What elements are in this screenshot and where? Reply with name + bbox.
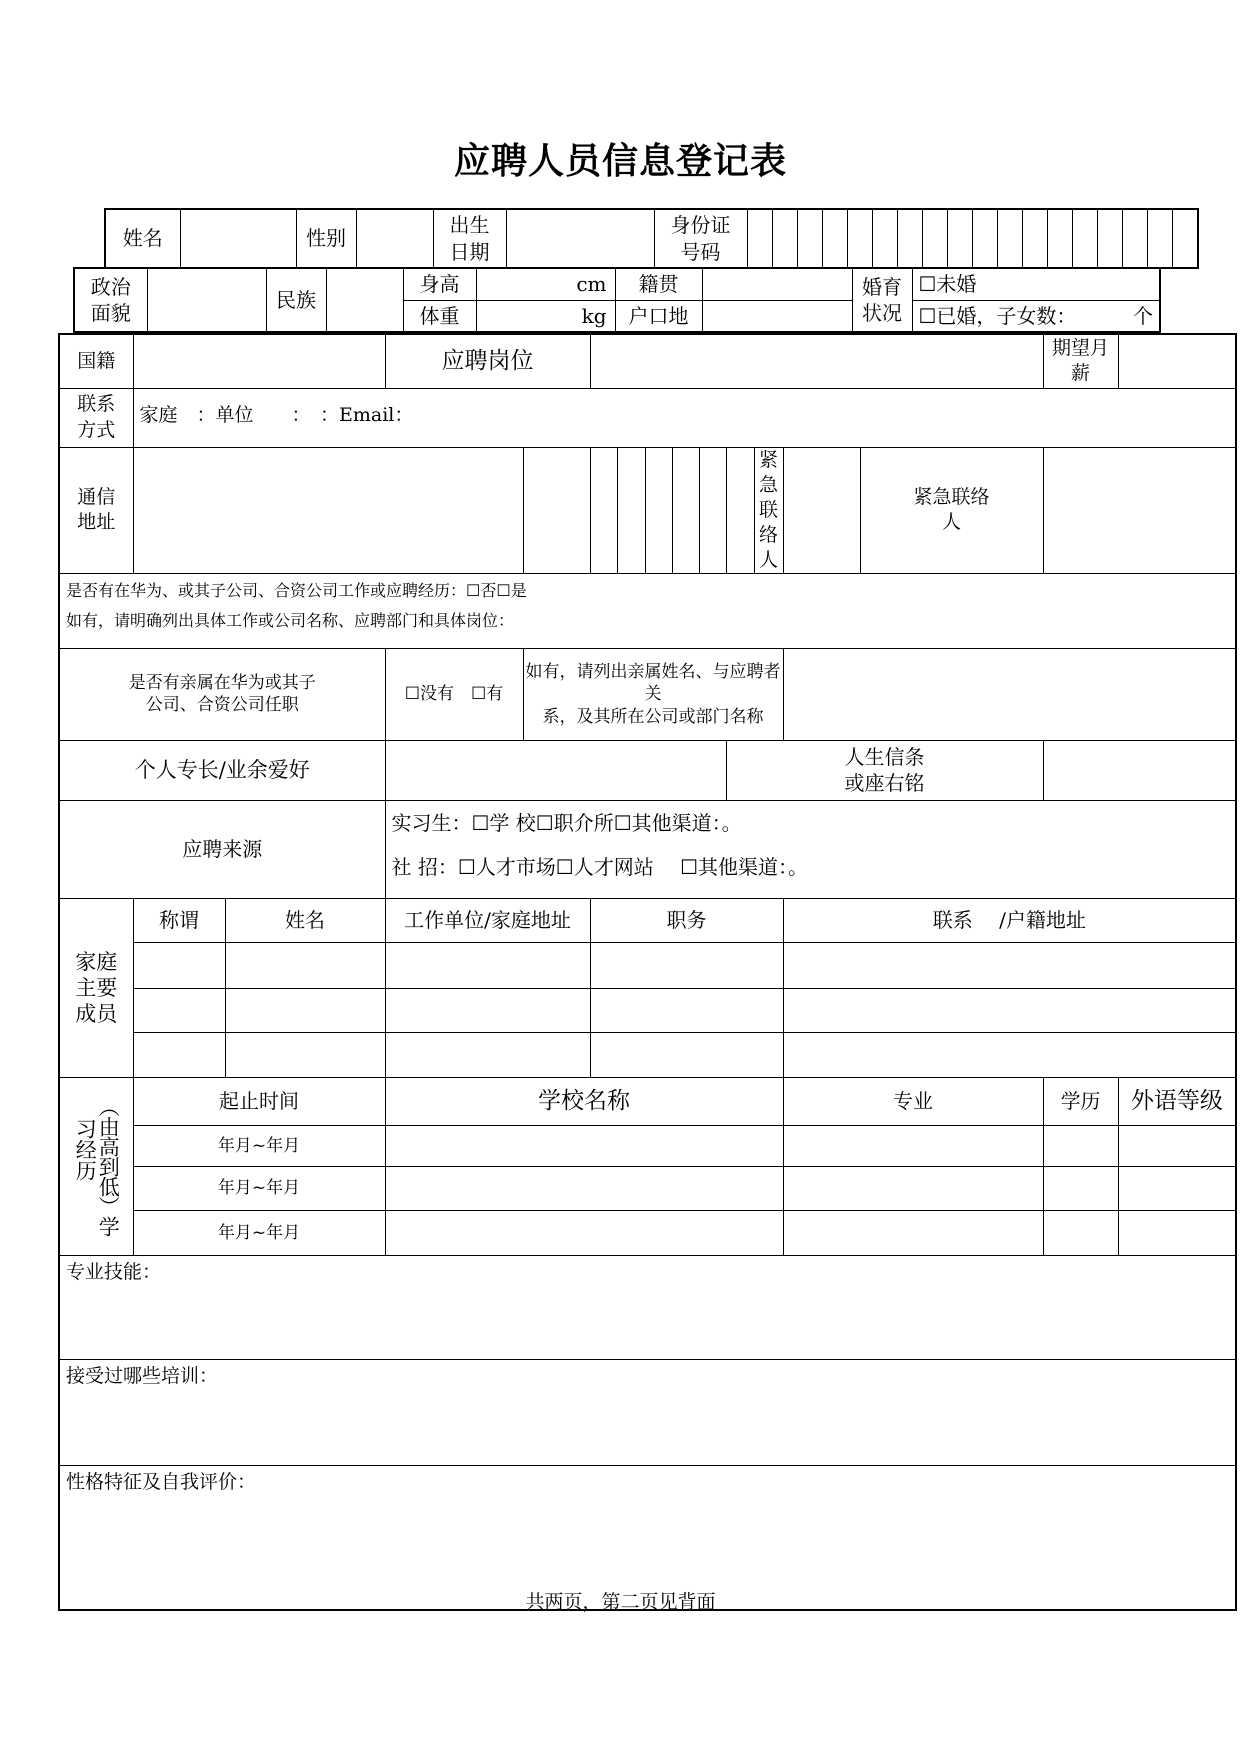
native-place-field[interactable] <box>702 268 852 300</box>
id-digit-cell[interactable] <box>1072 209 1097 268</box>
postcode-cell[interactable] <box>672 447 699 573</box>
edu-degree-cell[interactable] <box>1043 1166 1118 1210</box>
salary-field[interactable] <box>1118 334 1236 388</box>
gender-label: 性别 <box>296 209 356 268</box>
contact-field[interactable]: 家庭 ：单位 ： ：Email： <box>133 388 1236 447</box>
family-header-title: 职务 <box>590 898 783 942</box>
motto-label <box>726 740 1043 800</box>
education-label-a: 习经历 <box>73 1117 98 1181</box>
family-cell[interactable] <box>133 942 225 988</box>
emergency-b-label-line-1: 紧急联络 <box>913 486 990 509</box>
family-members-label <box>59 898 133 1077</box>
source-label: 应聘来源 <box>59 800 385 898</box>
hobby-label: 个人专长/业余爱好 <box>59 740 385 800</box>
id-digit-cell[interactable] <box>1122 209 1147 268</box>
marital-label-line-1: 婚育 <box>862 274 902 299</box>
id-digit-cell[interactable] <box>822 209 847 268</box>
relative-detail-line-2: 系，及其所在公司或部门名称 <box>542 706 764 727</box>
family-cell[interactable] <box>225 988 385 1032</box>
unmarried-checkbox[interactable]: ☐未婚 <box>912 268 1160 300</box>
address-label-line-2: 地址 <box>77 511 116 534</box>
postcode-cell[interactable] <box>645 447 672 573</box>
native-place-label: 籍贯 <box>615 268 702 300</box>
politics-label <box>74 268 147 332</box>
id-digit-cell[interactable] <box>997 209 1022 268</box>
id-digit-cell[interactable] <box>897 209 922 268</box>
birth-date-field[interactable] <box>506 209 654 268</box>
married-checkbox[interactable] <box>912 300 1160 332</box>
edu-period-cell[interactable]: 年月~年月 <box>133 1125 385 1166</box>
relative-question <box>59 648 385 740</box>
family-header-workplace: 工作单位/家庭地址 <box>385 898 590 942</box>
family-cell[interactable] <box>590 1032 783 1077</box>
relative-detail-line-1: 如有，请列出亲属姓名、与应聘者关 <box>525 661 781 705</box>
family-label-line-3: 成员 <box>75 1002 118 1027</box>
relative-question-line-2: 公司、合资公司任职 <box>145 695 299 716</box>
family-cell[interactable] <box>225 942 385 988</box>
postcode-cell[interactable] <box>699 447 726 573</box>
motto-field[interactable] <box>1043 740 1236 800</box>
family-cell[interactable] <box>133 1032 225 1077</box>
edu-header-period: 起止时间 <box>133 1077 385 1125</box>
address-field[interactable] <box>133 447 523 573</box>
education-label-b: （由高到低）学 <box>96 1096 121 1237</box>
id-digit-cell[interactable] <box>847 209 872 268</box>
family-cell[interactable] <box>225 1032 385 1077</box>
edu-language-cell[interactable] <box>1118 1125 1236 1166</box>
hukou-field[interactable] <box>702 300 852 332</box>
ethnic-field[interactable] <box>326 268 403 332</box>
source-social-line: 社 招：☐人才市场☐人才网站 ☐其他渠道：。 <box>391 854 809 879</box>
page-title: 应聘人员信息登记表 <box>453 141 787 182</box>
nationality-field[interactable] <box>133 334 385 388</box>
height-label: 身高 <box>403 268 476 300</box>
family-label-line-2: 主要 <box>75 975 118 1000</box>
birth-date-label <box>433 209 506 268</box>
politics-field[interactable] <box>147 268 266 332</box>
basic-info-row-1 <box>104 208 1199 269</box>
gender-field[interactable] <box>356 209 433 268</box>
edu-header-degree: 学历 <box>1043 1077 1118 1125</box>
position-field[interactable] <box>590 334 1043 388</box>
relative-detail-field[interactable] <box>783 648 1236 740</box>
edu-degree-cell[interactable] <box>1043 1125 1118 1166</box>
emergency-label-line-2: 络人 <box>758 523 778 571</box>
emergency-contact-field[interactable] <box>783 447 860 573</box>
height-field[interactable]: cm <box>476 268 615 300</box>
name-label: 姓名 <box>105 209 180 268</box>
relative-options[interactable]: ☐没有 ☐有 <box>385 648 523 740</box>
main-form-table <box>58 333 1237 1611</box>
family-cell[interactable] <box>133 988 225 1032</box>
married-option-text: ☐已婚，子女数： <box>918 303 1077 328</box>
family-header-contact: 联系 /户籍地址 <box>783 898 1236 942</box>
id-label-line-2: 号码 <box>680 239 721 264</box>
id-digit-cell[interactable] <box>747 209 772 268</box>
birth-label-line-2: 日期 <box>449 239 490 264</box>
contact-label-line-2: 方式 <box>77 418 116 441</box>
edu-school-cell[interactable] <box>385 1166 783 1210</box>
emergency-b-label-line-2: 人 <box>942 511 962 534</box>
edu-major-cell[interactable] <box>783 1125 1043 1166</box>
id-digit-cell[interactable] <box>972 209 997 268</box>
contact-label-line-1: 联系 <box>77 393 116 416</box>
edu-school-cell[interactable] <box>385 1210 783 1255</box>
edu-header-language: 外语等级 <box>1118 1077 1236 1125</box>
edu-period-cell[interactable]: 年月~年月 <box>133 1166 385 1210</box>
id-digit-cell[interactable] <box>1022 209 1047 268</box>
id-digit-cell[interactable] <box>772 209 797 268</box>
edu-language-cell[interactable] <box>1118 1166 1236 1210</box>
id-digit-cell[interactable] <box>947 209 972 268</box>
politics-label-line-1: 政治 <box>90 274 131 299</box>
id-number-label <box>654 209 747 268</box>
edu-period-cell[interactable]: 年月~年月 <box>133 1210 385 1255</box>
family-cell[interactable] <box>783 1032 1236 1077</box>
id-digit-cell[interactable] <box>922 209 947 268</box>
source-intern-line: 实习生：☐学 校☐职介所☐其他渠道：。 <box>391 810 742 835</box>
id-digit-cell[interactable] <box>1047 209 1072 268</box>
family-cell[interactable] <box>385 988 590 1032</box>
relative-question-line-1: 是否有亲属在华为或其子 <box>128 672 316 693</box>
address-label <box>59 447 133 573</box>
huawei-experience-detail: 如有，请明确列出具体工作或公司名称、应聘部门和具体岗位： <box>66 611 515 631</box>
family-header-relation: 称谓 <box>133 898 225 942</box>
basic-info-row-2 <box>73 267 1161 333</box>
source-options[interactable] <box>385 800 1236 898</box>
family-cell[interactable] <box>783 988 1236 1032</box>
emergency-contact-label <box>754 447 783 573</box>
postcode-cell[interactable] <box>617 447 645 573</box>
hobby-field[interactable] <box>385 740 726 800</box>
edu-major-cell[interactable] <box>783 1166 1043 1210</box>
politics-label-line-2: 面貌 <box>90 301 131 325</box>
family-cell[interactable] <box>385 1032 590 1077</box>
edu-language-cell[interactable] <box>1118 1210 1236 1255</box>
marital-label <box>852 268 912 332</box>
position-label: 应聘岗位 <box>385 334 590 388</box>
emergency-label-line-1: 紧急联 <box>758 448 778 521</box>
edu-major-cell[interactable] <box>783 1210 1043 1255</box>
training-field[interactable]: 接受过哪些培训： <box>59 1359 1236 1465</box>
nationality-label: 国籍 <box>59 334 133 388</box>
relative-detail-label <box>523 648 783 740</box>
skills-field[interactable]: 专业技能： <box>59 1255 1236 1359</box>
id-digit-cell[interactable] <box>1097 209 1122 268</box>
huawei-experience-block[interactable] <box>59 573 1236 648</box>
education-label <box>59 1077 133 1255</box>
id-digit-cell[interactable] <box>1172 209 1198 268</box>
weight-label: 体重 <box>403 300 476 332</box>
hukou-label: 户口地 <box>615 300 702 332</box>
postcode-cell[interactable] <box>726 447 754 573</box>
weight-field[interactable]: kg <box>476 300 615 332</box>
address-label-line-1: 通信 <box>77 486 116 509</box>
personality-field[interactable]: 性格特征及自我评价： <box>59 1465 1236 1610</box>
postcode-cell[interactable] <box>523 447 590 573</box>
family-cell[interactable] <box>783 942 1236 988</box>
edu-school-cell[interactable] <box>385 1125 783 1166</box>
name-field[interactable] <box>180 209 296 268</box>
motto-label-line-2: 或座右铭 <box>844 771 925 796</box>
emergency-contact-b-label <box>860 447 1043 573</box>
family-label-line-1: 家庭 <box>75 949 118 974</box>
birth-label-line-1: 出生 <box>449 213 490 238</box>
id-digit-cell[interactable] <box>797 209 822 268</box>
huawei-experience-question: 是否有在华为、或其子公司、合资公司工作或应聘经历：☐否☐是 <box>66 580 527 600</box>
family-cell[interactable] <box>385 942 590 988</box>
postcode-cell[interactable] <box>590 447 617 573</box>
id-digit-cell[interactable] <box>1147 209 1172 268</box>
children-unit: 个 <box>1133 303 1153 328</box>
marital-label-line-2: 状况 <box>862 301 902 325</box>
family-header-name: 姓名 <box>225 898 385 942</box>
id-digit-cell[interactable] <box>872 209 897 268</box>
edu-header-school: 学校名称 <box>385 1077 783 1125</box>
id-label-line-1: 身份证 <box>670 213 731 238</box>
motto-label-line-1: 人生信条 <box>844 745 925 769</box>
ethnic-label: 民族 <box>266 268 326 332</box>
family-cell[interactable] <box>590 942 783 988</box>
edu-degree-cell[interactable] <box>1043 1210 1118 1255</box>
edu-header-major: 专业 <box>783 1077 1043 1125</box>
contact-label <box>59 388 133 447</box>
salary-label: 期望月薪 <box>1043 334 1118 388</box>
page-footer: 共两页，第二页见背面 <box>525 1591 716 1613</box>
family-cell[interactable] <box>590 988 783 1032</box>
emergency-contact-b-field[interactable] <box>1043 447 1236 573</box>
